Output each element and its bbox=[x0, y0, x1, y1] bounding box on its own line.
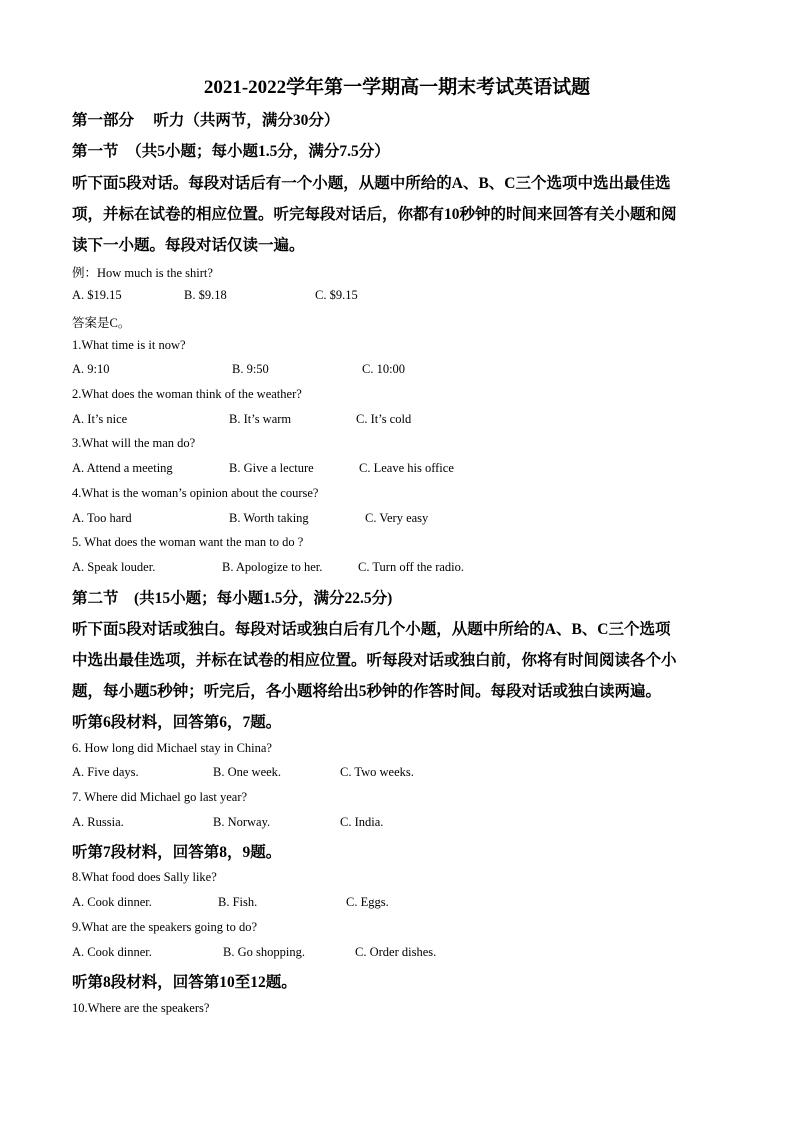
option-a: A. Too hard bbox=[72, 511, 132, 525]
question-text: 6. How long did Michael stay in China? bbox=[72, 741, 272, 755]
question-text: 7. Where did Michael go last year? bbox=[72, 790, 248, 804]
option-a: A. Five days. bbox=[72, 765, 139, 779]
option-a: A. Speak louder. bbox=[72, 560, 156, 574]
question-text: 8.What food does Sally like? bbox=[72, 870, 217, 884]
material-heading: 听第6段材料，回答第6，7题。 bbox=[72, 714, 282, 731]
question-text: 2.What does the woman think of the weather? bbox=[72, 387, 302, 401]
option-a: A. Attend a meeting bbox=[72, 461, 173, 475]
option-c: C. 10:00 bbox=[362, 362, 406, 376]
option-c: C. Two weeks. bbox=[340, 765, 414, 779]
example-answer: 答案是C。 bbox=[72, 316, 131, 330]
instruction-line: 中选出最佳选项，并标在试卷的相应位置。听每段对话或独白前，你将有时间阅读各个小 bbox=[72, 652, 677, 669]
option-a: A. Russia. bbox=[72, 815, 124, 829]
option-c: C. Turn off the radio. bbox=[358, 560, 465, 574]
option-c: C. Very easy bbox=[365, 511, 429, 525]
option-a: A. It’s nice bbox=[72, 412, 128, 426]
option-b: B. It’s warm bbox=[229, 412, 292, 426]
material-heading: 听第8段材料，回答第10至12题。 bbox=[72, 974, 297, 991]
material-heading: 听第7段材料，回答第8，9题。 bbox=[72, 844, 282, 861]
example-question: 例：How much is the shirt? bbox=[72, 266, 213, 280]
section2-heading: 第二节 (共15小题；每小题1.5分，满分22.5分) bbox=[72, 590, 393, 607]
instruction-line: 项，并标在试卷的相应位置。听完每段对话后，你都有10秒钟的时间来回答有关小题和阅 bbox=[72, 206, 677, 223]
option-b: B. Norway. bbox=[213, 815, 271, 829]
example-option-c: C. $9.15 bbox=[315, 288, 358, 302]
question-text: 4.What is the woman’s opinion about the course? bbox=[72, 486, 319, 500]
question-text: 1.What time is it now? bbox=[72, 338, 186, 352]
instruction-line: 听下面5段对话或独白。每段对话或独白后有几个小题，从题中所给的A、B、C三个选项 bbox=[72, 621, 671, 638]
question-text: 5. What does the woman want the man to do ? bbox=[72, 535, 304, 549]
question-text: 9.What are the speakers going to do? bbox=[72, 920, 258, 934]
option-b: B. Apologize to her. bbox=[222, 560, 323, 574]
option-a: A. 9:10 bbox=[72, 362, 110, 376]
option-c: C. It’s cold bbox=[356, 412, 412, 426]
question-text: 3.What will the man do? bbox=[72, 436, 196, 450]
option-c: C. India. bbox=[340, 815, 384, 829]
option-b: B. Give a lecture bbox=[229, 461, 314, 475]
option-b: B. Worth taking bbox=[229, 511, 309, 525]
option-b: B. Fish. bbox=[218, 895, 258, 909]
example-option-b: B. $9.18 bbox=[184, 288, 227, 302]
option-c: C. Leave his office bbox=[359, 461, 454, 475]
option-a: A. Cook dinner. bbox=[72, 945, 152, 959]
option-c: C. Eggs. bbox=[346, 895, 389, 909]
page-title: 2021-2022学年第一学期高一期末考试英语试题 bbox=[203, 77, 591, 98]
instruction-line: 题，每小题5秒钟；听完后，各小题将给出5秒钟的作答时间。每段对话或独白读两遍。 bbox=[72, 683, 662, 700]
section1-heading: 第一节 （共5小题；每小题1.5分，满分7.5分） bbox=[72, 143, 390, 160]
option-b: B. Go shopping. bbox=[223, 945, 305, 959]
option-c: C. Order dishes. bbox=[355, 945, 437, 959]
question-text: 10.Where are the speakers? bbox=[72, 1001, 210, 1015]
instruction-line: 听下面5段对话。每段对话后有一个小题，从题中所给的A、B、C三个选项中选出最佳选 bbox=[72, 175, 671, 192]
option-b: B. One week. bbox=[213, 765, 282, 779]
example-option-a: A. $19.15 bbox=[72, 288, 122, 302]
option-a: A. Cook dinner. bbox=[72, 895, 152, 909]
instruction-line: 读下一小题。每段对话仅读一遍。 bbox=[72, 237, 305, 254]
option-b: B. 9:50 bbox=[232, 362, 269, 376]
part1-heading: 第一部分 听力（共两节，满分30分） bbox=[72, 112, 340, 129]
